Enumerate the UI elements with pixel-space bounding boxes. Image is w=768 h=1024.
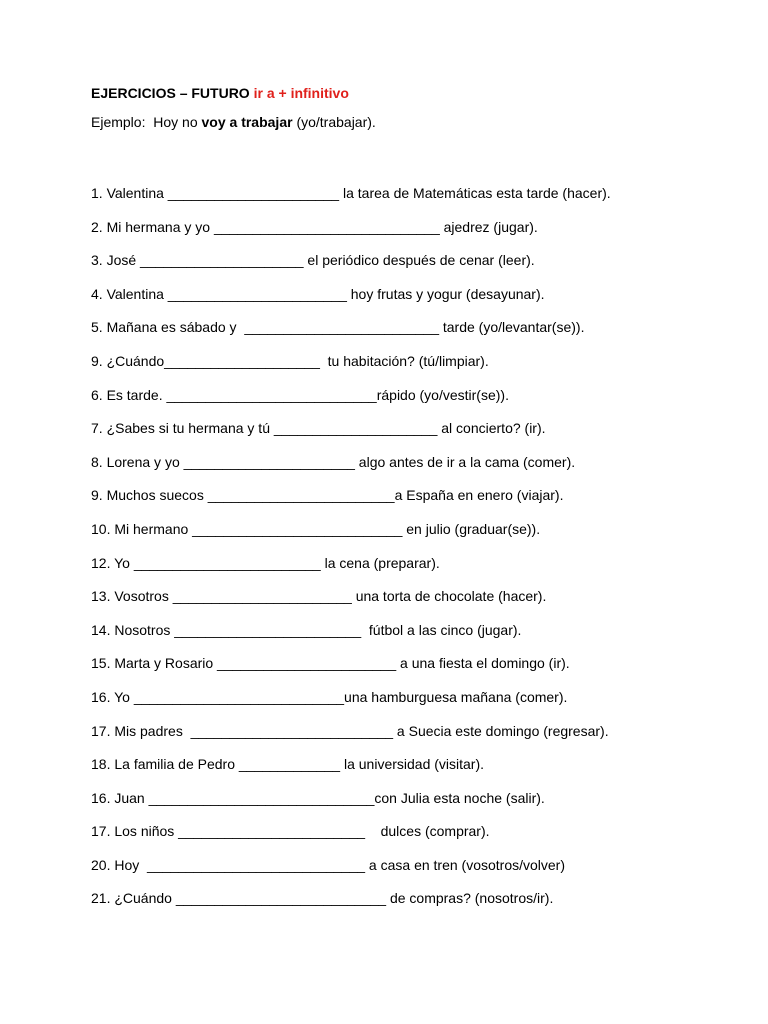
exercise-item: 10. Mi hermano ___________________________ en julio (graduar(se)). (91, 520, 541, 537)
exercise-item: 9. ¿Cuándo____________________ tu habitación? (tú/limpiar). (91, 352, 489, 369)
example-sentence (91, 114, 376, 130)
example-answer: voy a trabajar (201, 114, 293, 130)
exercise-item: 3. José _____________________ el periódico después de cenar (leer). (91, 252, 535, 269)
exercise-item: 16. Juan _____________________________con Julia esta noche (salir). (91, 789, 545, 806)
example-suffix: (yo/trabajar). (292, 114, 376, 130)
exercise-item: 18. La familia de Pedro _____________ la universidad (visitar). (91, 756, 485, 773)
title-highlight: ir a + infinitivo (253, 85, 349, 101)
exercise-item: 8. Lorena y yo ______________________ algo antes de ir a la cama (comer). (91, 453, 576, 470)
title-prefix: EJERCICIOS – FUTURO (91, 85, 254, 101)
exercise-item: 17. Los niños ________________________ dulces (comprar). (91, 823, 490, 840)
exercise-item: 20. Hoy ____________________________ a casa en tren (vosotros/volver) (91, 856, 566, 873)
exercise-item: 5. Mañana es sábado y _________________________ tarde (yo/levantar(se)). (91, 319, 585, 336)
example-prefix: Ejemplo: Hoy no (91, 114, 202, 130)
exercise-item: 2. Mi hermana y yo _____________________________ ajedrez (jugar). (91, 218, 538, 235)
exercise-item: 7. ¿Sabes si tu hermana y tú _____________________ al concierto? (ir). (91, 420, 546, 437)
exercise-item: 15. Marta y Rosario _______________________ a una fiesta el domingo (ir). (91, 655, 570, 672)
exercise-item: 13. Vosotros _______________________ una torta de chocolate (hacer). (91, 588, 547, 605)
worksheet-title (91, 85, 349, 101)
exercise-item: 21. ¿Cuándo ___________________________ de compras? (nosotros/ir). (91, 890, 554, 907)
exercise-item: 1. Valentina ______________________ la tarea de Matemáticas esta tarde (hacer). (91, 185, 611, 201)
exercise-list (91, 183, 751, 922)
exercise-item: 16. Yo ___________________________una hamburguesa mañana (comer). (91, 688, 568, 705)
exercise-item: 17. Mis padres __________________________ a Suecia este domingo (regresar). (91, 722, 609, 739)
exercise-item: 12. Yo ________________________ la cena (preparar). (91, 554, 440, 571)
exercise-item: 9. Muchos suecos ________________________a España en enero (viajar). (91, 487, 564, 504)
exercise-item: 14. Nosotros ________________________ fútbol a las cinco (jugar). (91, 621, 522, 638)
exercise-item: 6. Es tarde. ___________________________rápido (yo/vestir(se)). (91, 386, 509, 403)
exercise-item: 4. Valentina _______________________ hoy frutas y yogur (desayunar). (91, 285, 545, 302)
